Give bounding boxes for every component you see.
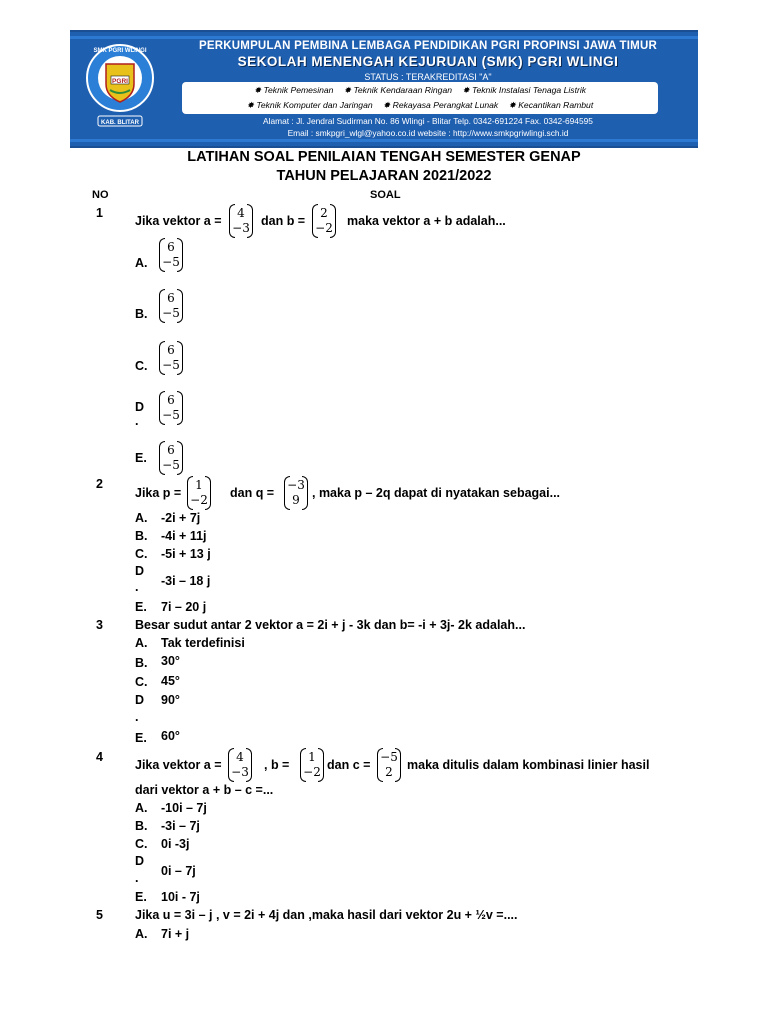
vector-component: 4 <box>236 750 244 764</box>
question-text: Jika vektor a = <box>135 214 222 228</box>
vector-c <box>377 748 401 782</box>
vector-component: −2 <box>190 493 208 507</box>
option-label: A. <box>135 256 148 270</box>
option-vector <box>159 391 183 425</box>
option-text: Tak terdefinisi <box>161 636 245 650</box>
option-label-dot: . <box>135 871 139 885</box>
option-text: 90° <box>161 693 180 707</box>
vector-component: −3 <box>287 478 305 492</box>
option-label: E. <box>135 451 147 465</box>
vector-b <box>300 748 324 782</box>
column-no-header: NO <box>92 189 109 201</box>
question-text: dari vektor a + b – c =... <box>135 783 274 797</box>
vector-component: 9 <box>292 493 300 507</box>
vector-component: 1 <box>308 750 316 764</box>
question-text: Jika p = <box>135 486 182 500</box>
option-label-dot: . <box>135 710 139 724</box>
option-label: E. <box>135 600 147 614</box>
school-name: SEKOLAH MENENGAH KEJURUAN (SMK) PGRI WLINGI <box>237 54 619 69</box>
school-contact: Email : smkpgri_wlgl@yahoo.co.id website : http://www.smkpgriwlingi.sch.id <box>287 128 569 138</box>
option-text: -2i + 7j <box>161 511 201 525</box>
question-text: , b = <box>264 758 290 772</box>
option-text: 10i - 7j <box>161 890 200 904</box>
option-label: A. <box>135 636 148 650</box>
option-label: D <box>135 400 145 414</box>
option-text: -3i – 7j <box>161 819 200 833</box>
option-label: E. <box>135 890 147 904</box>
program-item: ✸ Teknik Komputer dan Jaringan <box>246 100 373 110</box>
program-item: ✸ Rekayasa Perangkat Lunak <box>383 100 499 110</box>
vector-component: 6 <box>167 240 175 254</box>
option-label: C. <box>135 359 148 373</box>
option-text: -4i + 11j <box>161 529 207 543</box>
option-label: B. <box>135 819 148 833</box>
option-label: A. <box>135 927 148 941</box>
option-label: A. <box>135 801 148 815</box>
question-number: 1 <box>96 206 103 220</box>
program-item: ✸ Teknik Kendaraan Ringan <box>343 85 453 95</box>
exam-year: TAHUN PELAJARAN 2021/2022 <box>276 168 492 184</box>
option-label: B. <box>135 656 148 670</box>
vector-component: 6 <box>167 393 175 407</box>
question-number: 2 <box>96 477 103 491</box>
option-vector <box>159 289 183 323</box>
vector-component: 1 <box>195 478 203 492</box>
logo-center-text: PGRI <box>112 78 128 85</box>
question-text: dan b = <box>261 214 306 228</box>
exam-title: LATIHAN SOAL PENILAIAN TENGAH SEMESTER GENAP <box>187 149 581 165</box>
option-text: 7i – 20 j <box>161 600 207 614</box>
vector-component: 2 <box>320 206 328 220</box>
vector-component: −3 <box>231 765 249 779</box>
option-label: D <box>135 854 145 868</box>
question-text: dan q = <box>230 486 275 500</box>
column-soal-header: SOAL <box>370 189 401 201</box>
question-number: 5 <box>96 908 103 922</box>
option-label: A. <box>135 511 148 525</box>
vector-component: −5 <box>162 408 180 422</box>
option-text: 7i + j <box>161 927 190 941</box>
logo-top-text: SMK PGRI WLINGI <box>93 48 147 54</box>
vector-a <box>228 748 252 782</box>
vector-component: 2 <box>385 765 393 779</box>
programs-box <box>182 82 658 114</box>
option-label: C. <box>135 547 148 561</box>
vector-component: 6 <box>167 443 175 457</box>
accreditation-status: STATUS : TERAKREDITASI "A" <box>364 72 492 82</box>
option-label-dot: . <box>135 414 139 428</box>
program-item: ✸ Kecantikan Rambut <box>508 100 594 110</box>
option-label: C. <box>135 675 148 689</box>
option-label: B. <box>135 529 148 543</box>
vector-component: −3 <box>232 221 250 235</box>
vector-q <box>284 476 308 510</box>
option-text: 60° <box>161 729 180 743</box>
banner-stripe <box>70 139 698 142</box>
option-text: -5i + 13 j <box>161 547 211 561</box>
program-item: ✸ Teknik Instalasi Tenaga Listrik <box>462 85 587 95</box>
question-text: maka vektor a + b adalah... <box>347 214 506 228</box>
option-text: -3i – 18 j <box>161 574 211 588</box>
question-text: Jika u = 3i – j , v = 2i + 4j dan ,maka hasil dari vektor 2u + ½v =.... <box>135 908 518 922</box>
vector-component: 4 <box>237 206 245 220</box>
vector-component: −5 <box>162 306 180 320</box>
question-text: Jika vektor a = <box>135 758 222 772</box>
question-text: dan c = <box>327 758 371 772</box>
program-item: ✸ Teknik Pemesinan <box>253 85 334 95</box>
vector-component: −5 <box>380 750 398 764</box>
option-label: C. <box>135 837 148 851</box>
option-text: -10i – 7j <box>161 801 207 815</box>
question-number: 3 <box>96 618 103 632</box>
question-text: , maka p – 2q dapat di nyatakan sebagai... <box>312 486 561 500</box>
option-text: 45° <box>161 674 180 688</box>
option-text: 0i -3j <box>161 837 190 851</box>
question-text: Besar sudut antar 2 vektor a = 2i + j - 3k dan b= -i + 3j- 2k adalah... <box>135 618 526 632</box>
vector-component: −5 <box>162 458 180 472</box>
question-text: maka ditulis dalam kombinasi linier hasil <box>407 758 650 772</box>
vector-component: 6 <box>167 343 175 357</box>
logo-bottom-text: KAB. BLITAR <box>101 120 139 126</box>
school-address: Alamat : Jl. Jendral Sudirman No. 86 Wlingi - Blitar Telp. 0342-691224 Fax. 0342-694595 <box>263 116 593 126</box>
letterhead-text <box>168 32 688 82</box>
option-label: D <box>135 693 145 707</box>
vector-component: −5 <box>162 255 180 269</box>
option-vector <box>159 441 183 475</box>
question-number: 4 <box>96 750 103 764</box>
vector-component: −2 <box>303 765 321 779</box>
vector-p <box>187 476 211 510</box>
school-logo <box>84 36 156 132</box>
vector-component: −2 <box>315 221 333 235</box>
option-label: B. <box>135 307 148 321</box>
programs-row-2 <box>182 100 658 111</box>
vector-a <box>229 204 253 238</box>
option-label: E. <box>135 731 147 745</box>
option-text: 0i – 7j <box>161 864 196 878</box>
option-vector <box>159 341 183 375</box>
option-label-dot: . <box>135 580 139 594</box>
option-label: D <box>135 564 145 578</box>
foundation-name: PERKUMPULAN PEMBINA LEMBAGA PENDIDIKAN PGRI PROPINSI JAWA TIMUR <box>199 40 657 52</box>
vector-component: −5 <box>162 358 180 372</box>
programs-row-1 <box>182 85 658 96</box>
option-vector <box>159 238 183 272</box>
option-text: 30° <box>161 654 180 668</box>
vector-component: 6 <box>167 291 175 305</box>
vector-b <box>312 204 336 238</box>
